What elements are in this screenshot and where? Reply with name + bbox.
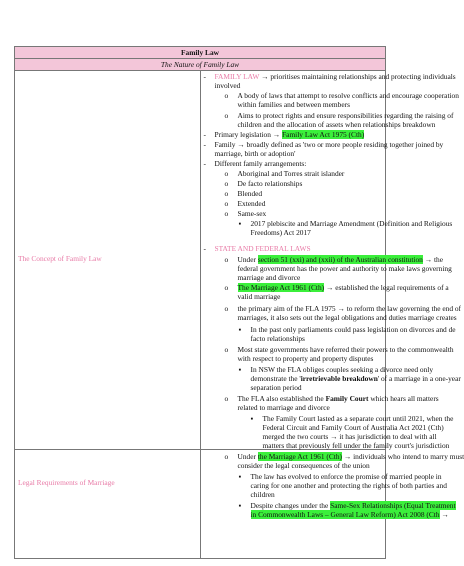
- section-content-cell: o ▪ ▪ Under the Marriage Act 1961 (Cth) → individuals who intend to marry must consider the legal consequences of the union The law has evolved to enforce the promise of married people in caring for one another and protecting the rights of both parties and children Despite changes under the Same-Sex Relationships (Equal Treatment in Commonwealth Laws – General Law Reform) Act 2008 (Cth →: [200, 450, 386, 559]
- circle-bullet-icon: o: [224, 452, 229, 461]
- section-content-cell: - - - - - o o o o o o o o o o o o ▪ ▪ ▪ ▪ FAMILY LAW → prioritises maintaining relationships and protecting individuals involved A body of laws that attempt to resolve conflicts and encourage cooperation within families and between members Aims to protect rights and ensure responsibilities regarding the raising of children and the allocation of assets when relationships breakdown Primary legislation → Family Law Act 1975 (Cth) Family → broadly defined as 'two or more people residing together joined by marriage, birth or adoption' Different family arrangements: Aboriginal and Torres strait islander De facto relationships Blended Extended Same-sex 2017 plebiscite and Marriage Amendment (Definition and Religious Freedoms) Act 2017 STATE AND FEDERAL LAWS Under section 51 (xxi) and (xxii) of the Australian constitution → the federal government has the power and authority to make laws governing marriage and divorce The Marriage Act 1961 (Cth) → established the legal requirements of a valid marriage the primary aim of the FLA 1975 → to reform the law governing the end of marriages, it also sets out the legal obligations and duties marriage creates In the past only parliaments could pass legislation on divorces and de facto relationships Most state governments have referred their powers to the commonwealth with respect to property and property disputes In NSW the FLA obliges couples seeking a divorce need only demonstrate the 'irretrievable breakdown' of a marriage in a one-year separation period The FLA also established the Family Court which hears all matters related to marriage and divorce The Family Court lasted as a separate court until 2021, when the Federal Circuit and Family Court of Australia Act 2021 (Cth) merged the two courts → it has jurisdiction to deal with all matters that previously fell under the family court's jurisdiction: [200, 71, 386, 450]
- circle-bullet-icon: o: [224, 189, 229, 198]
- dash-marker: -: [203, 159, 206, 168]
- dash-marker: -: [203, 72, 206, 81]
- circle-bullet-icon: o: [224, 283, 229, 292]
- section-label-cell: [15, 71, 201, 450]
- section-label-concept: The Concept of Family Law: [18, 254, 102, 263]
- highlight-fla-1975: Family Law Act 1975 (Cth): [282, 130, 365, 139]
- arrow-right-icon: →: [261, 72, 269, 81]
- section-marriage-row: [15, 450, 386, 559]
- circle-bullet-icon: o: [224, 91, 229, 100]
- arrow-right-icon: →: [441, 510, 449, 519]
- square-bullet-icon: ▪: [238, 365, 242, 374]
- square-bullet-icon: ▪: [238, 219, 242, 228]
- section-label-cell: [15, 450, 201, 559]
- square-bullet-icon: ▪: [238, 501, 242, 510]
- highlight-marriage-act-2: the Marriage Act 1961 (Cth): [257, 452, 342, 461]
- square-bullet-icon: ▪: [238, 472, 242, 481]
- highlight-marriage-act: The Marriage Act 1961 (Cth): [237, 283, 325, 292]
- circle-bullet-icon: o: [224, 209, 229, 218]
- square-bullet-icon: ▪: [250, 414, 254, 423]
- arrow-right-icon: →: [272, 130, 283, 139]
- circle-bullet-icon: o: [224, 199, 229, 208]
- arrow-right-icon: →: [337, 304, 345, 313]
- heading-state-federal-laws: STATE AND FEDERAL LAWS: [214, 244, 311, 253]
- arrow-right-icon: →: [324, 283, 334, 292]
- document-title: Family Law: [15, 47, 386, 59]
- heading-family-law: FAMILY LAW: [214, 72, 260, 81]
- circle-bullet-icon: o: [224, 255, 229, 264]
- arrow-right-icon: →: [330, 432, 338, 441]
- arrow-right-icon: →: [237, 140, 245, 149]
- highlight-same-sex-act: Same-Sex Relationships (Equal Treatment: [330, 501, 456, 510]
- circle-bullet-icon: o: [224, 394, 229, 403]
- circle-bullet-icon: o: [224, 345, 229, 354]
- document-subtitle: The Nature of Family Law: [15, 59, 386, 71]
- circle-bullet-icon: o: [224, 111, 229, 120]
- notes-table: [14, 46, 464, 559]
- arrow-right-icon: →: [422, 255, 433, 264]
- highlight-constitution: section 51 (xxi) and (xxii) of the Australian constitution: [257, 255, 423, 264]
- dash-marker: -: [203, 130, 206, 139]
- square-bullet-icon: ▪: [238, 325, 242, 334]
- dash-marker: -: [203, 244, 206, 253]
- dash-marker: -: [203, 140, 206, 149]
- circle-bullet-icon: o: [224, 304, 229, 313]
- section-concept-row: [15, 71, 386, 450]
- highlight-same-sex-act-cont: in Commonwealth Laws – General Law Reform) Act 2008 (Cth: [250, 510, 440, 519]
- circle-bullet-icon: o: [224, 179, 229, 188]
- section-label-marriage: Legal Requirements of Marriage: [18, 478, 115, 487]
- circle-bullet-icon: o: [224, 169, 229, 178]
- title-row: [15, 47, 386, 59]
- arrow-right-icon: →: [341, 452, 352, 461]
- subtitle-row: [15, 59, 386, 71]
